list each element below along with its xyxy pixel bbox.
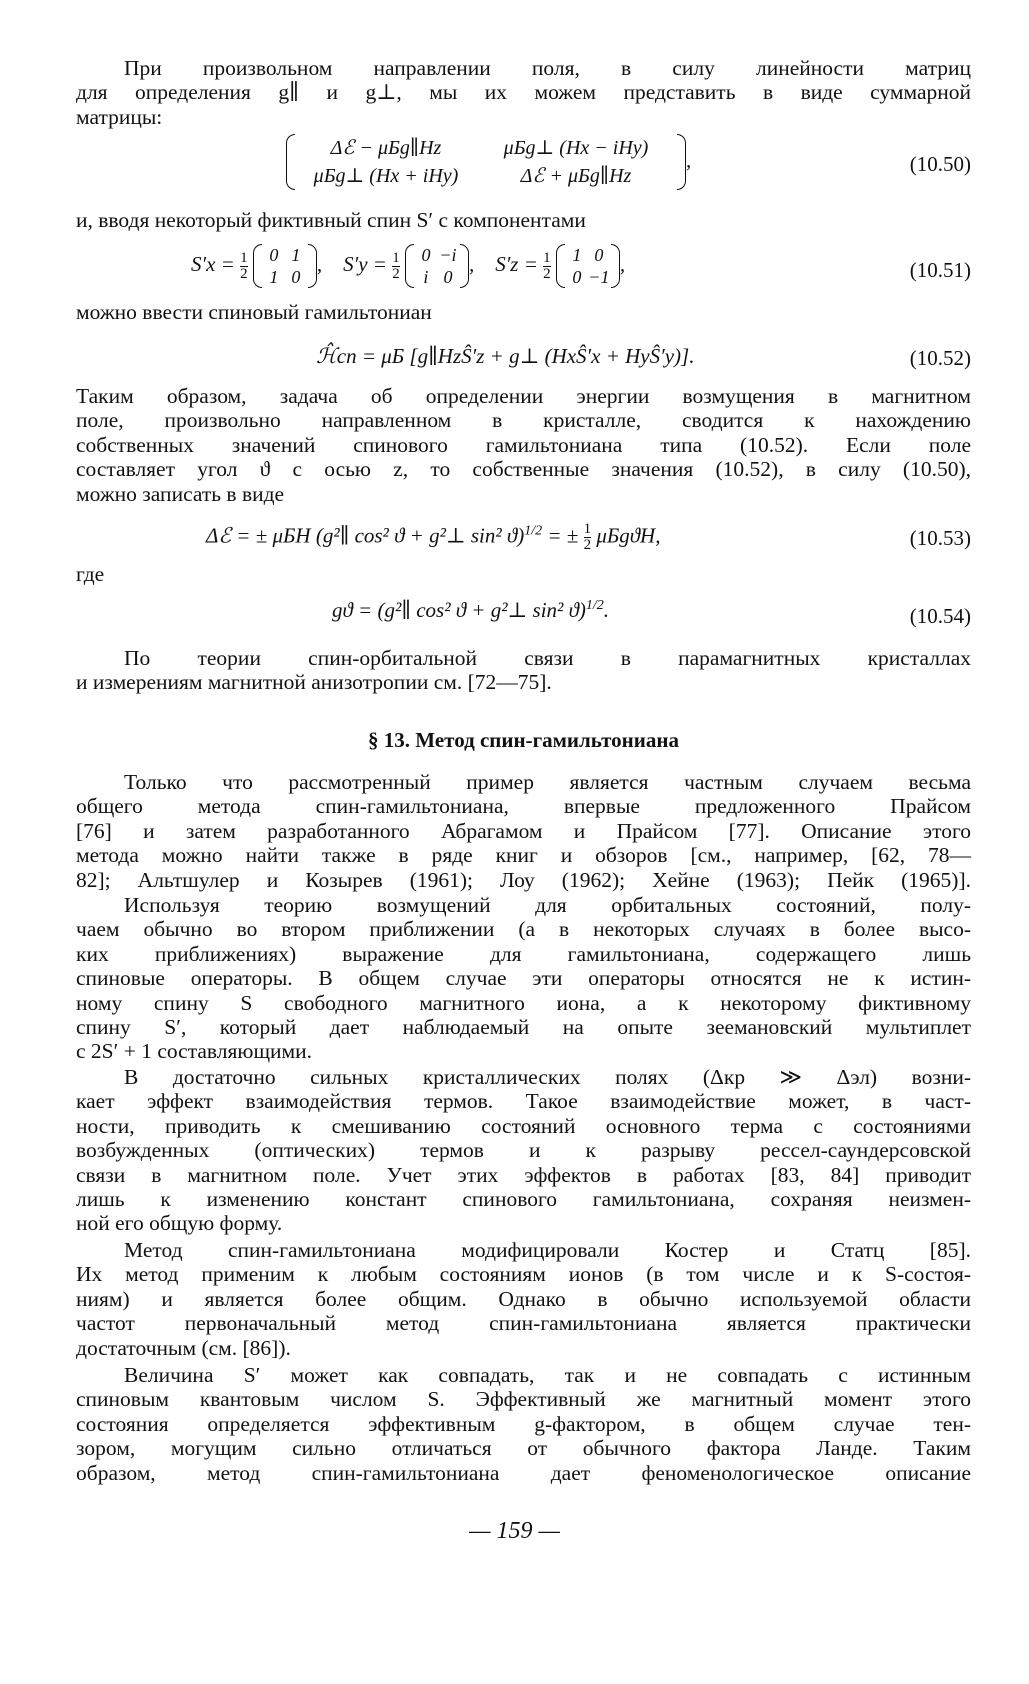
text-line: метода можно найти также в ряде книг и обзоров [см., например, [62, 78— — [76, 843, 971, 868]
sx-label: S′x = — [191, 251, 241, 276]
matrix-cell: Δℰ + μБg∥Hz — [520, 165, 632, 187]
text-line: спиновые операторы. В общем случае эти операторы относятся не к истин- — [76, 966, 971, 991]
text-line: и, вводя некоторый фиктивный спин S′ с компонентами — [76, 208, 586, 232]
equation-10-50 — [76, 134, 971, 196]
text-line: ной его общую форму. — [76, 1211, 283, 1236]
g-theta-formula: gϑ = (g²∥ cos² ϑ + g²⊥ sin² ϑ)$^{1/2}$. — [332, 598, 610, 622]
text-line: образом, метод спин-гамильтониана дает феноменологическое описание — [76, 1460, 971, 1485]
equation-number: (10.51) — [909, 258, 971, 282]
text-line: поле, произвольно направленном в кристалле, сводится к нахождению — [76, 408, 971, 433]
spin-intro-paragraph — [76, 208, 971, 232]
text-line: Таким образом, задача об определении энергии возмущения в магнитном — [76, 384, 971, 408]
text-line: частот первоначальный метод спин-гамильтониана является практически — [76, 1311, 971, 1336]
text-line: спину S′, который дает наблюдаемый на опыте зеемановский мультиплет — [76, 1015, 971, 1040]
matrix-cell: μБg⊥ (Hx − iHy) — [503, 137, 649, 159]
text-line: где — [76, 562, 105, 586]
equation-number: (10.54) — [909, 604, 971, 628]
matrix-cell: Δℰ − μБg∥Hz — [330, 137, 442, 159]
text-line: ких приближениях) выражение для гамильтониана, содержащего лишь — [76, 941, 971, 966]
text-line: матрицы: — [76, 104, 163, 129]
text-line: общего метода спин-гамильтониана, впервые предложенного Прайсом — [76, 794, 971, 819]
section-heading: § 13. Метод спин-гамильтониана — [368, 728, 679, 752]
matrix-cell: μБg⊥ (Hx + iHy) — [313, 165, 459, 187]
text-line: лишь к изменению констант спинового гамильтониана, сохраняя неизмен- — [76, 1187, 971, 1212]
text-line: собственных значений спинового гамильтониана типа (10.52). Если поле — [76, 432, 971, 457]
text-line: состояния определяется эффективным g-фактором, в общем случае тен- — [76, 1411, 971, 1436]
theory-paragraph — [76, 646, 971, 695]
text-line: спиновым квантовым числом S. Эффективный же магнитный момент этого — [76, 1387, 971, 1412]
equation-10-51 — [76, 244, 971, 296]
text-line: можно ввести спиновый гамильтониан — [76, 300, 432, 324]
text-line: Метод спин-гамильтониана модифицировали Костер и Статц [85]. — [124, 1238, 971, 1262]
text-line: При произвольном направлении поля, в силу линейности матриц — [124, 56, 971, 80]
where-line — [76, 562, 971, 586]
text-line: составляет угол ϑ с осью z, то собственные значения (10.52), в силу (10.50), — [76, 457, 971, 482]
text-line: ности, приводить к смешиванию состояний основного терма с состояниями — [76, 1113, 971, 1138]
equation-number: (10.52) — [909, 346, 971, 370]
page-number: — 159 — — [469, 1518, 560, 1544]
text-line: ниям) и является более общим. Однако в обычно используемой области — [76, 1286, 971, 1311]
hamiltonian-intro-paragraph — [76, 300, 971, 324]
equation-10-54 — [76, 596, 971, 632]
text-line: В достаточно сильных кристаллических полях (Δкр ≫ Δэл) возни- — [124, 1065, 971, 1089]
paragraph-5 — [76, 1363, 971, 1485]
text-line: с 2S′ + 1 составляющими. — [76, 1039, 312, 1064]
paragraph-4 — [76, 1238, 971, 1360]
text-line: По теории спин-орбитальной связи в парамагнитных кристаллах — [124, 646, 971, 670]
text-line: достаточным (см. [86]). — [76, 1335, 291, 1360]
spin-hamiltonian: ℋ̂сп = μБ [g∥HzŜ′z + g⊥ (HxŜ′x + HyŜ′y)]. — [316, 344, 695, 368]
spin-matrices: S′x = $\frac{1}{2}$ 0 1 1 0, S′y = $\frac{1}{2}$ 0 −i i 0, S′z = $\frac{1}{2}$ 1 0 0 −1, — [191, 245, 626, 287]
text-line: можно записать в виде — [76, 481, 285, 506]
matrix-10-50 — [286, 134, 691, 190]
paragraph-1 — [76, 770, 971, 892]
equation-number: (10.53) — [909, 526, 971, 550]
paragraph-2 — [76, 893, 971, 1064]
task-paragraph — [76, 384, 971, 506]
energy-formula: Δℰ = ± μБH (g²∥ cos² ϑ + g²⊥ sin² ϑ)$^{1/2}$ = ± $\frac{1}{2}$ μБgϑH, — [206, 521, 661, 553]
equation-number: (10.50) — [909, 152, 971, 176]
text-line: связи в магнитном поле. Учет этих эффектов в работах [83, 84] приводит — [76, 1162, 971, 1187]
text-line: 82]; Альтшулер и Козырев (1961); Лоу (1962); Хейне (1963); Пейк (1965)]. — [76, 867, 971, 892]
sz-label: S′z = — [495, 251, 544, 276]
paragraph-3 — [76, 1065, 971, 1236]
text-line: Их метод применим к любым состояниям ионов (в том числе и к S-состоя- — [76, 1262, 971, 1287]
text-line: ному спину S свободного магнитного иона, а к некоторому фиктивному — [76, 990, 971, 1015]
punctuation: , — [686, 147, 692, 172]
intro-paragraph — [76, 56, 971, 129]
text-line: для определения g∥ и g⊥, мы их можем представить в виде суммарной — [76, 80, 971, 105]
equation-10-53 — [76, 516, 971, 560]
text-line: кает эффект взаимодействия термов. Такое взаимодействие может, в част- — [76, 1089, 971, 1114]
equation-10-52 — [76, 340, 971, 376]
text-line: и измерениям магнитной анизотропии см. [72—75]. — [76, 670, 552, 695]
text-line: зором, могущим сильно отличаться от обычного фактора Ланде. Таким — [76, 1436, 971, 1461]
text-line: Используя теорию возмущений для орбитальных состояний, полу- — [124, 893, 971, 917]
text-line: [76] и затем разработанного Абрагамом и Прайсом [77]. Описание этого — [76, 818, 971, 843]
text-line: чаем обычно во втором приближении (а в некоторых случаях в более высо- — [76, 917, 971, 942]
text-line: возбужденных (оптических) термов и к разрыву рессел-саундерсовской — [76, 1138, 971, 1163]
sy-label: S′y = — [343, 251, 393, 276]
text-line: Величина S′ может как совпадать, так и не совпадать с истинным — [124, 1363, 971, 1387]
text-line: Только что рассмотренный пример является частным случаем весьма — [124, 770, 971, 794]
